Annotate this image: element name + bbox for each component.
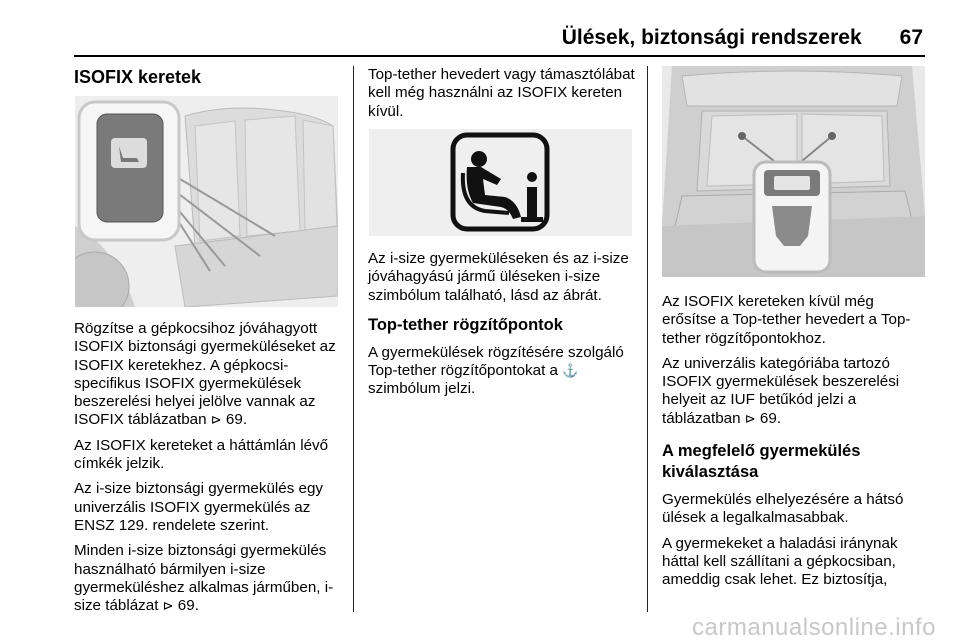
paragraph: A gyermekeket a haladási iránynak háttal kell szállítani a gépkocsiban, ameddig csak lehet. Ez biztosítja, <box>662 534 898 589</box>
i-size-symbol-icon <box>369 129 632 236</box>
trunk-tether-illustration <box>662 66 925 277</box>
reference-arrow-icon: ⊳ <box>210 412 222 428</box>
paragraph: Az ISOFIX kereteken kívül még erősítse a Top-tether hevedert a Top-tether rögzítőpontokhoz. <box>662 293 911 347</box>
reference-arrow-icon: ⊳ <box>162 598 174 614</box>
paragraph-text: Az univerzális kategóriába tartozó ISOFIX gyermekülések beszerelési helyeit az IUF betűkód jelzi a táblázatban <box>662 354 900 427</box>
paragraph: Az ISOFIX kereteket a háttámlán lévő címkék jelzik. <box>74 436 329 473</box>
section-heading-child-seat-selection: A megfelelő gyermekülés kiválasztása <box>662 442 861 482</box>
column-2-body <box>368 250 636 406</box>
paragraph: Top-tether hevedert vagy támasztólábat kell még használni az ISOFIX kereten kívül. <box>368 66 635 120</box>
paragraph: Az i-size gyermeküléseken és az i-size jóváhagyású jármű üléseken i-size szimbólum található, lásd az ábrát. <box>368 250 629 304</box>
reference-arrow-icon: ⊳ <box>744 410 756 426</box>
column-1-body <box>74 320 346 622</box>
paragraph-text: Minden i-size biztonsági gyermekülés használható bármilyen i-size gyermeküléshez alkalmas járműben, i-size táblázat <box>74 542 334 615</box>
paragraph <box>662 355 930 428</box>
paragraph-text: szimbólum jelzi. <box>368 380 476 398</box>
page-reference-link[interactable]: 69. <box>759 409 782 427</box>
paragraph <box>368 344 636 399</box>
paragraph: Az i-size biztonsági gyermekülés egy univerzális ISOFIX gyermekülés az ENSZ 129. rendelete szerint. <box>74 480 324 534</box>
paragraph-text: A gyermekülések rögzítésére szolgáló Top-tether rögzítőpontokat a <box>368 343 624 380</box>
column-3-body <box>662 293 930 597</box>
page-header <box>0 26 923 50</box>
page-reference-link[interactable]: 69. <box>225 411 248 429</box>
page-title: Ülések, biztonsági rendszerek <box>561 26 862 49</box>
paragraph-text: Rögzítse a gépkocsihoz jóváhagyott ISOFIX biztonsági gyermeküléseket az ISOFIX keretekhez. A gépkocsi-specifikus ISOFIX gyermekülések beszerelési helyei jelölve vannak az ISOFIX táblázatban <box>74 320 336 429</box>
paragraph <box>74 542 346 615</box>
column-divider <box>353 66 354 612</box>
rear-seat-image <box>75 96 338 307</box>
section-heading-top-tether: Top-tether rögzítőpontok <box>368 315 563 334</box>
top-tether-symbol-icon: ⚓ <box>562 363 579 379</box>
page-reference-link[interactable]: 69. <box>177 597 199 615</box>
paragraph <box>74 320 346 430</box>
section-heading-isofix: ISOFIX keretek <box>74 67 202 87</box>
column-1 <box>74 66 342 100</box>
trunk-image <box>662 66 925 277</box>
column-2 <box>368 66 636 128</box>
header-divider <box>74 55 925 57</box>
paragraph: Gyermekülés elhelyezésére a hátsó ülések a legalkalmasabbak. <box>662 491 904 527</box>
page-number: 67 <box>899 26 923 49</box>
column-divider <box>647 66 648 612</box>
i-size-symbol-figure <box>369 129 632 236</box>
watermark: carmanualsonline.info <box>692 614 936 641</box>
isofix-seat-illustration <box>75 96 338 307</box>
